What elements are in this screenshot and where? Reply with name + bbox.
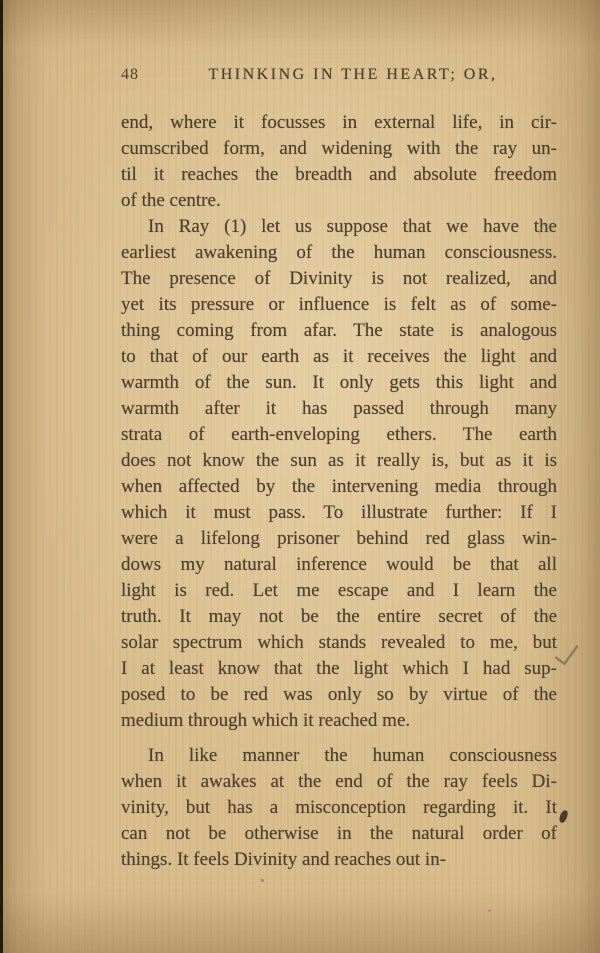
text-line: medium through which it reached me. — [121, 710, 411, 731]
text-line: In like manner the human consciousness — [148, 745, 557, 766]
running-title: THINKING IN THE HEART; OR, — [208, 66, 498, 83]
text-line: solar spectrum which stands revealed to me, but — [121, 632, 557, 653]
text-line: when it awakes at the end of the ray feels Di- — [121, 771, 557, 792]
text-line: were a lifelong prisoner behind red glass win- — [121, 528, 557, 549]
text-line: things. It feels Divinity and reaches out in- — [121, 849, 447, 870]
text-line: cumscribed form, and widening with the ray un- — [121, 138, 557, 159]
text-line: vinity, but has a misconception regarding it. It — [121, 797, 557, 818]
page-body — [121, 110, 557, 873]
page-header — [121, 64, 557, 88]
text-line: earliest awakening of the human consciousness. — [121, 242, 557, 263]
text-line: of the centre. — [121, 190, 221, 211]
pencil-checkmark-icon — [553, 644, 581, 669]
text-line: yet its pressure or influence is felt as of some- — [121, 294, 557, 315]
text-line: I at least know that the light which I had sup- — [121, 658, 557, 679]
text-line: warmth after it has passed through many — [121, 398, 557, 419]
text-line: end, where it focusses in external life, in cir- — [121, 112, 557, 133]
text-line: The presence of Divinity is not realized, and — [121, 268, 557, 289]
text-line: does not know the sun as it really is, but as it is — [121, 450, 557, 471]
ink-speck-mark — [558, 809, 568, 823]
text-line: warmth of the sun. It only gets this light and — [121, 372, 557, 393]
book-binding-edge — [0, 0, 3, 953]
page-number: 48 — [121, 66, 139, 83]
paper-speck — [488, 909, 491, 912]
paragraph — [121, 110, 557, 214]
text-line: posed to be red was only so by virtue of the — [121, 684, 557, 705]
text-line: light is red. Let me escape and I learn the — [121, 580, 557, 601]
text-line: dows my natural inference would be that all — [121, 554, 557, 575]
text-line: to that of our earth as it receives the light and — [121, 346, 557, 367]
paragraph — [121, 743, 557, 873]
text-line: til it reaches the breadth and absolute freedom — [121, 164, 557, 185]
text-line: truth. It may not be the entire secret of the — [121, 606, 557, 627]
paper-speck — [261, 879, 264, 882]
text-line: thing coming from afar. The state is analogous — [121, 320, 557, 341]
text-line: which it must pass. To illustrate further: If I — [121, 502, 557, 523]
text-line: when affected by the intervening media through — [121, 476, 557, 497]
paragraph — [121, 214, 557, 734]
text-line: In Ray (1) let us suppose that we have the — [148, 216, 557, 237]
text-line: can not be otherwise in the natural order of — [121, 823, 557, 844]
text-line: strata of earth-enveloping ethers. The earth — [121, 424, 557, 445]
